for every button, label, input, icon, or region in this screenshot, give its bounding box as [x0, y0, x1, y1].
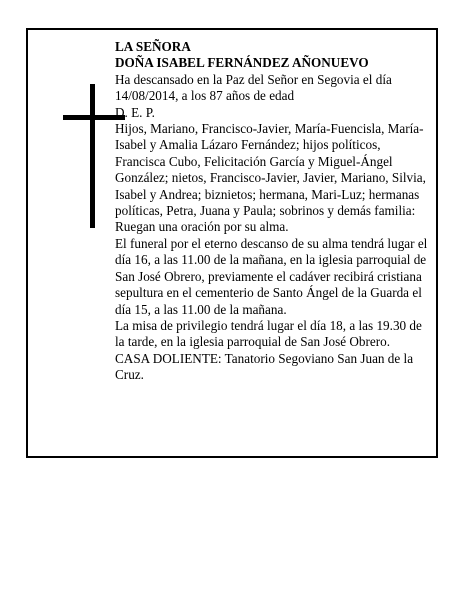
deceased-name: DOÑA ISABEL FERNÁNDEZ AÑONUEVO	[115, 55, 369, 71]
family-list: Hijos, Mariano, Francisco-Javier, María-Fuencisla, María-Isabel y Amalia Lázaro Fernández; hijos políticos, Francisca Cubo, Felicitación García y Miguel-Ángel González; nietos, Francisco-Javier, Javier, Mariano, Silvia, Isabel y Andrea; biznietos; hermana, Mari-Luz; hermanas políticas, Petra, Juana y Paula; sobrinos y demás familia:	[115, 121, 426, 219]
notice-title: LA SEÑORA	[115, 39, 191, 54]
house-info: CASA DOLIENTE: Tanatorio Segoviano San Juan de la Cruz.	[115, 350, 414, 383]
obituary-text	[115, 39, 433, 384]
death-info: Ha descansado en la Paz del Señor en Segovia el día 14/08/2014, a los 87 años de edad	[115, 71, 392, 104]
funeral-info: El funeral por el eterno descanso de su alma tendrá lugar el día 16, a las 11.00 de la mañana, en la iglesia parroquial de San José Obrero, previamente el cadáver recibirá cristiana sepultura en el cementerio de Santo Ángel de la Guarda el día 15, a las 11.00 de la mañana.	[115, 235, 428, 317]
prayer-text: Ruegan una oración por su alma.	[115, 219, 289, 235]
rip-text: D. E. P.	[115, 104, 155, 120]
mass-info: La misa de privilegio tendrá lugar el día 18, a las 19.30 de la tarde, en la iglesia parroquial de San José Obrero.	[115, 317, 422, 350]
